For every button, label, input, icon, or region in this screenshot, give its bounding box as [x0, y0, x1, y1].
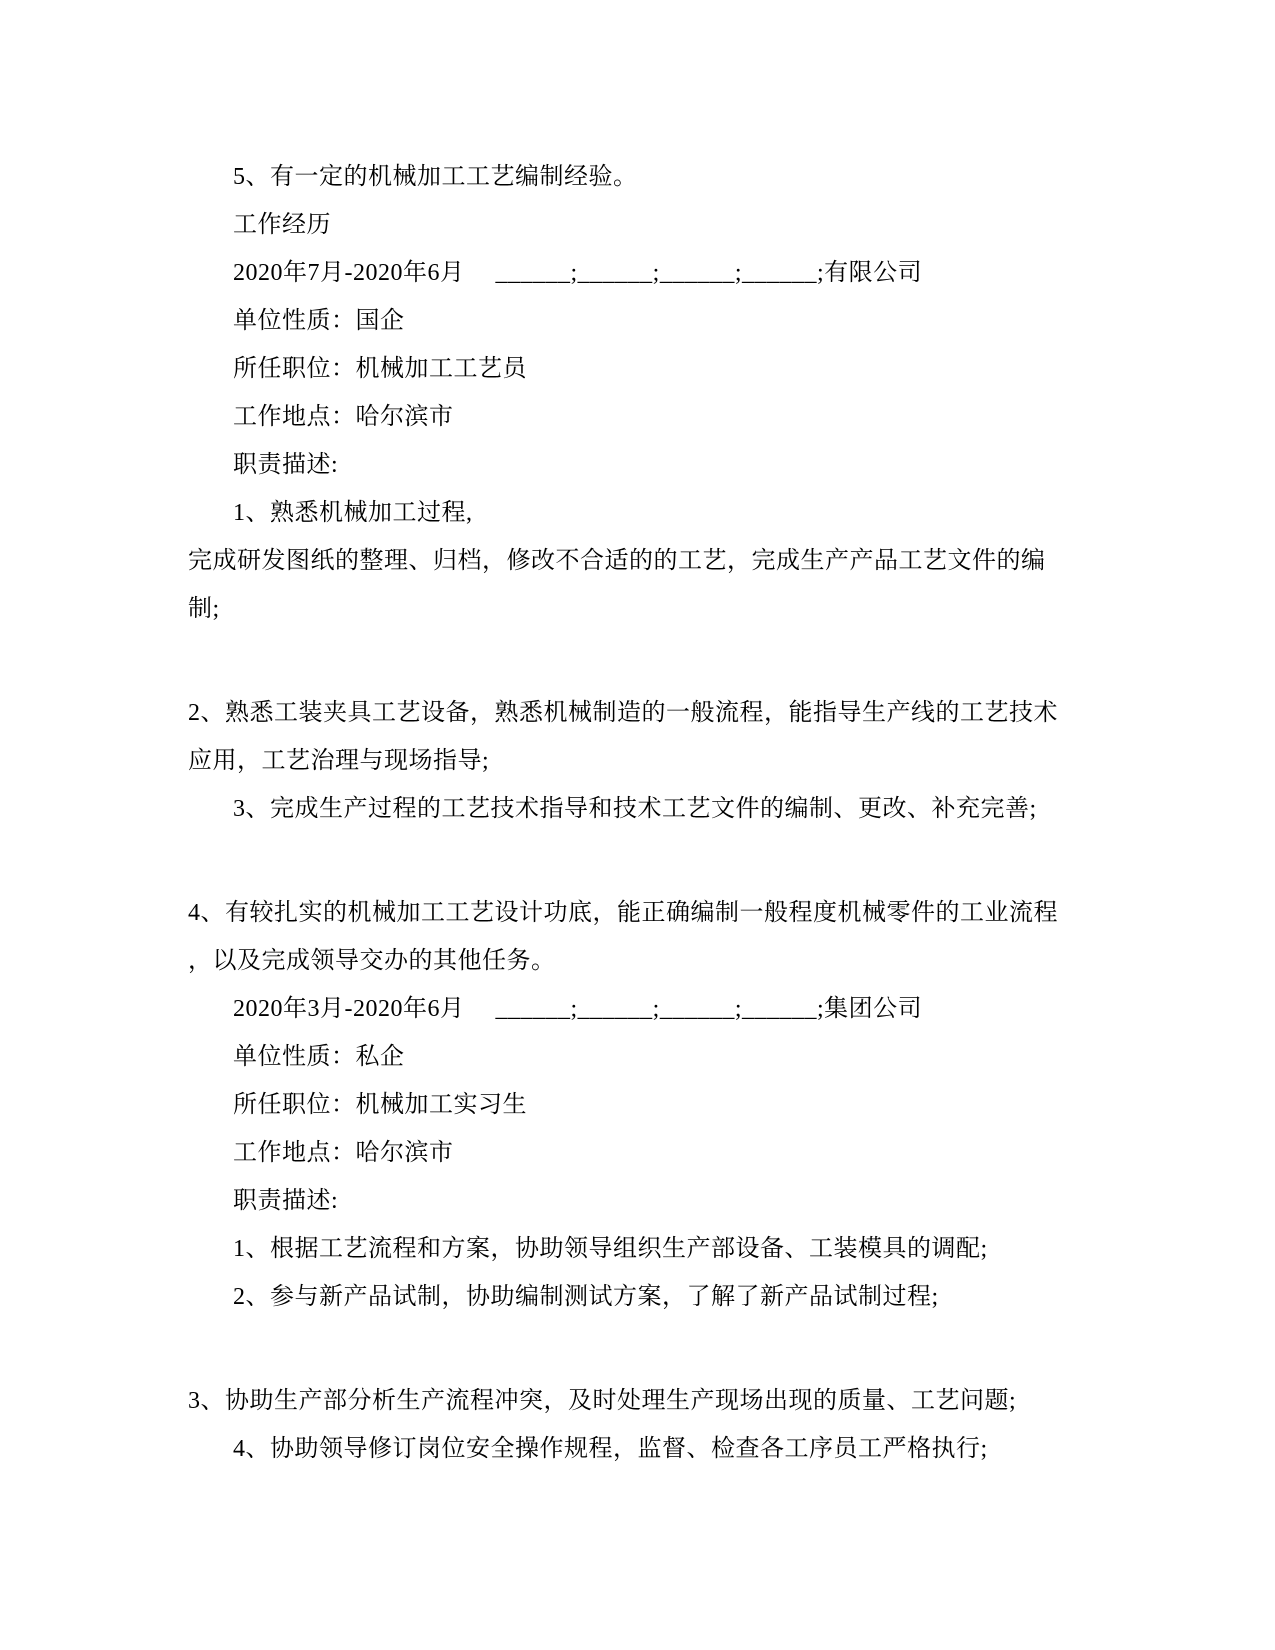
text-line: 完成研发图纸的整理、归档，修改不合适的的工艺，完成生产产品工艺文件的编: [188, 548, 1046, 574]
text-line: 2020年3月-2020年6月 ______;______;______;______;集团公司: [233, 996, 923, 1022]
text-line: 职责描述:: [233, 1188, 339, 1214]
text-line: 4、有较扎实的机械加工工艺设计功底，能正确编制一般程度机械零件的工业流程: [188, 900, 1058, 926]
text-line: 工作地点：哈尔滨市: [233, 404, 454, 430]
text-line: 所任职位：机械加工工艺员: [233, 356, 527, 382]
text-line: 单位性质：国企: [233, 308, 405, 334]
text-line: 1、熟悉机械加工过程,: [233, 500, 473, 526]
blank-line: [188, 833, 1080, 889]
text-line: 制;: [188, 596, 220, 622]
text-line: 所任职位：机械加工实习生: [233, 1092, 527, 1118]
text-line: 2、参与新产品试制，协助编制测试方案，了解了新产品试制过程;: [233, 1284, 939, 1310]
text-line: 应用，工艺治理与现场指导;: [188, 748, 490, 774]
text-line: 工作经历: [233, 212, 331, 238]
text-line: 5、有一定的机械加工工艺编制经验。: [233, 164, 638, 190]
text-line: 3、完成生产过程的工艺技术指导和技术工艺文件的编制、更改、补充完善;: [233, 796, 1037, 822]
document-body: [188, 153, 1080, 1473]
text-line: 2020年7月-2020年6月 ______;______;______;______;有限公司: [233, 260, 923, 286]
text-line: 1、根据工艺流程和方案，协助领导组织生产部设备、工装模具的调配;: [233, 1236, 988, 1262]
text-line: ，以及完成领导交办的其他任务。: [188, 948, 556, 974]
text-line: 单位性质：私企: [233, 1044, 405, 1070]
blank-line: [188, 633, 1080, 689]
blank-line: [188, 1321, 1080, 1377]
text-line: 职责描述:: [233, 452, 339, 478]
text-line: 3、协助生产部分析生产流程冲突，及时处理生产现场出现的质量、工艺问题;: [188, 1388, 1017, 1414]
text-line: 工作地点：哈尔滨市: [233, 1140, 454, 1166]
text-line: 4、协助领导修订岗位安全操作规程，监督、检查各工序员工严格执行;: [233, 1436, 988, 1462]
text-line: 2、熟悉工装夹具工艺设备，熟悉机械制造的一般流程，能指导生产线的工艺技术: [188, 700, 1058, 726]
